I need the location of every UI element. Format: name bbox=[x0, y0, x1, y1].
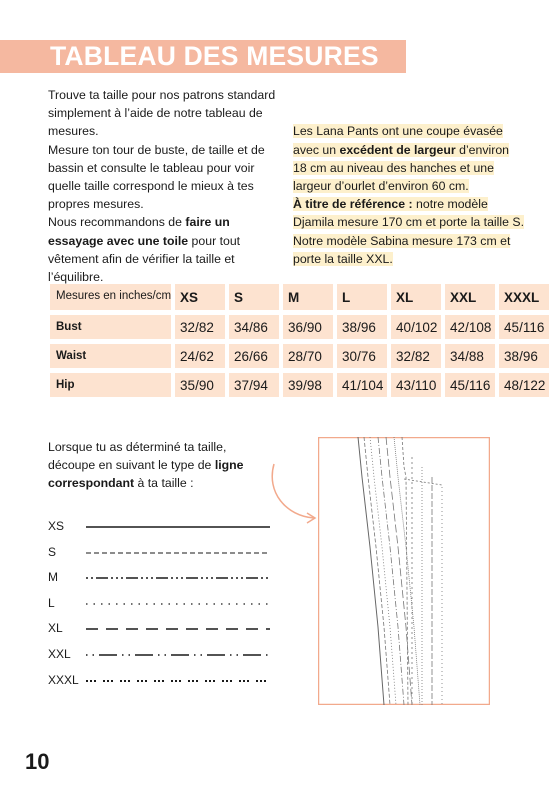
measurement-label: Hip bbox=[50, 373, 171, 397]
measurement-value: 35/90 bbox=[175, 373, 225, 397]
table-row bbox=[50, 373, 549, 397]
legend-size-label: XXL bbox=[48, 647, 71, 661]
measurement-value: 37/94 bbox=[229, 373, 279, 397]
size-header-cell: XXL bbox=[445, 284, 495, 310]
measurement-value: 24/62 bbox=[175, 344, 225, 368]
intro-paragraph-3 bbox=[48, 213, 280, 286]
legend-line-sample bbox=[86, 600, 270, 608]
measurement-value: 45/116 bbox=[499, 315, 549, 339]
legend-size-label: XXXL bbox=[48, 672, 79, 687]
measurement-value: 38/96 bbox=[499, 344, 549, 368]
page-number: 10 bbox=[25, 749, 50, 774]
table-header-label: Mesures en inches/cm bbox=[50, 284, 171, 310]
measurement-value: 38/96 bbox=[337, 315, 387, 339]
measurement-value: 34/88 bbox=[445, 344, 495, 368]
intro-left-column bbox=[48, 86, 280, 286]
measurement-value: 39/98 bbox=[283, 373, 333, 397]
legend-line-sample bbox=[86, 549, 270, 557]
legend-line-sample bbox=[86, 523, 270, 531]
measurement-value: 43/110 bbox=[391, 373, 441, 397]
fit-note-bold: excédent de largeur bbox=[339, 142, 456, 157]
cut-instructions-tail: à ta taille : bbox=[134, 476, 194, 491]
legend-line-sample bbox=[86, 677, 270, 685]
size-header-cell: L bbox=[337, 284, 387, 310]
reference-note-text: notre modèle Djamila mesure 170 cm et porte la taille S. Notre modèle Sabina mesure 173 cm et porte la taille XXL. bbox=[293, 197, 525, 266]
legend-size-label: M bbox=[48, 570, 58, 585]
cut-instructions bbox=[48, 438, 268, 493]
measurement-value: 41/104 bbox=[337, 373, 387, 397]
size-header-cell: S bbox=[229, 284, 279, 310]
measurement-value: 42/108 bbox=[445, 315, 495, 339]
intro-paragraph-1: Trouve ta taille pour nos patrons standard simplement à l’aide de notre tableau de mesures. bbox=[48, 88, 276, 139]
intro-paragraph-2: Mesure ton tour de buste, de taille et de bassin et consulte le tableau pour voir quelle taille correspond le mieux à tes propres mesures. bbox=[48, 142, 265, 212]
intro-p3-tail: pour tout vêtement afin de vérifier la taille et l’équilibre. bbox=[48, 233, 241, 285]
measurement-value: 32/82 bbox=[391, 344, 441, 368]
intro-p3-text: Nous recommandons de bbox=[48, 215, 186, 230]
size-header-cell: M bbox=[283, 284, 333, 310]
measurement-value: 34/86 bbox=[229, 315, 279, 339]
reference-note-bold: À titre de référence : bbox=[293, 197, 413, 212]
measurement-value: 30/76 bbox=[337, 344, 387, 368]
fit-note bbox=[293, 122, 525, 195]
pointer-arrow-icon bbox=[266, 462, 322, 532]
legend-line-sample bbox=[86, 574, 270, 582]
size-header-cell: XXXL bbox=[499, 284, 549, 310]
fit-note-text: Les Lana Pants ont une coupe évasée avec un bbox=[293, 124, 503, 157]
measurement-value: 26/66 bbox=[229, 344, 279, 368]
table-header-row bbox=[50, 284, 549, 310]
cut-instructions-text: Lorsque tu as déterminé ta taille, découpe en suivant le type de bbox=[48, 440, 227, 473]
size-header-cell: XL bbox=[391, 284, 441, 310]
size-chart-table bbox=[46, 279, 553, 402]
fit-note-tail: d’environ 18 cm au niveau des hanches et une largeur d’ourlet d’environ 60 cm. bbox=[293, 142, 510, 193]
measurement-value: 28/70 bbox=[283, 344, 333, 368]
intro-p3-bold: faire un essayage avec une toile bbox=[48, 215, 230, 248]
legend-line-sample bbox=[86, 625, 270, 633]
legend-size-label: XL bbox=[48, 621, 63, 636]
legend-size-label: S bbox=[48, 544, 57, 559]
table-row bbox=[50, 344, 549, 368]
pattern-cut-lines-illustration bbox=[318, 437, 490, 705]
reference-note bbox=[293, 195, 525, 268]
table-row bbox=[50, 315, 549, 339]
measurement-label: Bust bbox=[50, 315, 171, 339]
legend-size-label: L bbox=[48, 595, 55, 610]
measurement-label: Waist bbox=[50, 344, 171, 368]
measurement-value: 48/122 bbox=[499, 373, 549, 397]
measurement-value: 36/90 bbox=[283, 315, 333, 339]
cut-instructions-bold: ligne correspondant bbox=[48, 458, 244, 491]
measurement-value: 45/116 bbox=[445, 373, 495, 397]
intro-right-column bbox=[293, 86, 525, 268]
size-header-cell: XS bbox=[175, 284, 225, 310]
legend-size-label: XS bbox=[48, 519, 65, 533]
page-title: TABLEAU DES MESURES bbox=[50, 41, 379, 71]
measurement-value: 32/82 bbox=[175, 315, 225, 339]
legend-line-sample bbox=[86, 651, 270, 659]
measurement-value: 40/102 bbox=[391, 315, 441, 339]
